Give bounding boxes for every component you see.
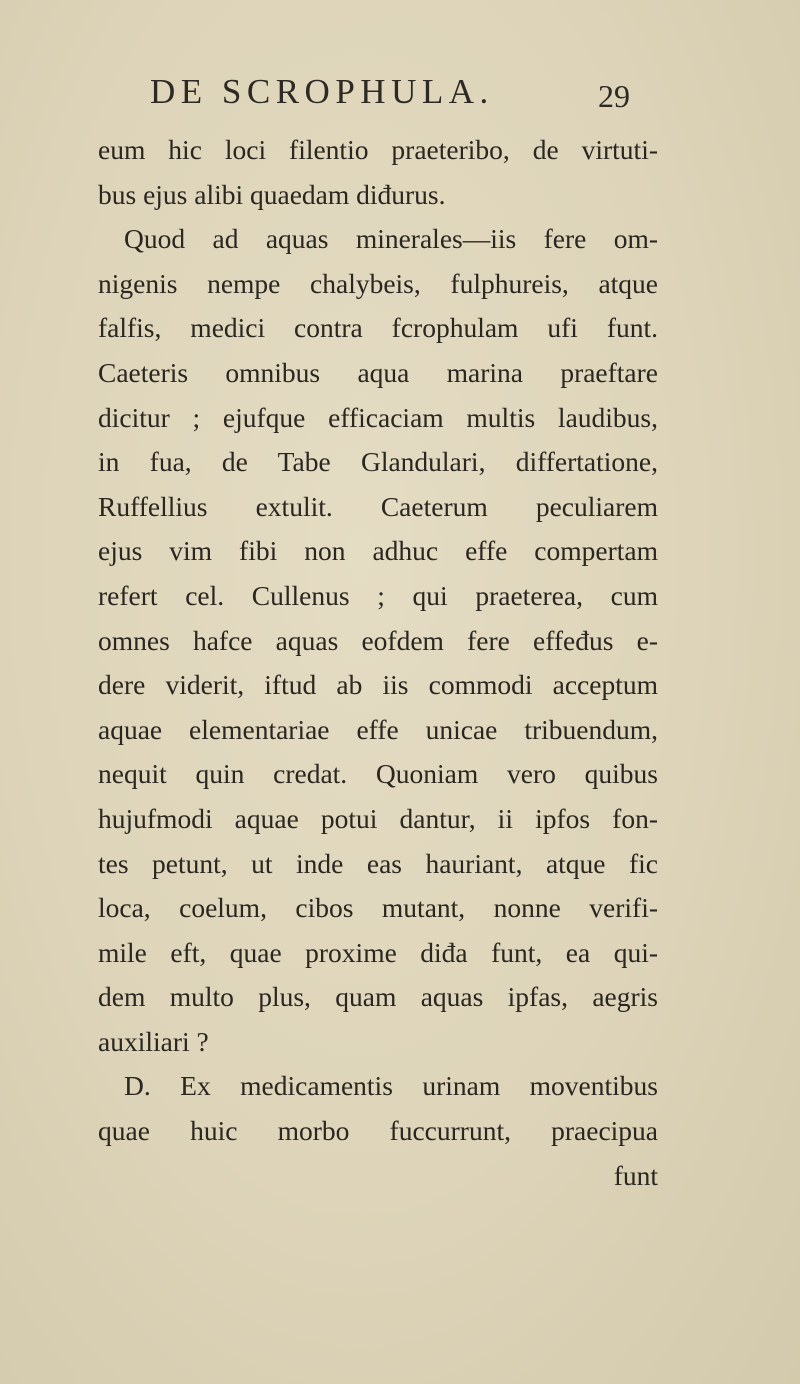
text-line: tes petunt, ut inde eas hauriant, atque fic: [98, 847, 658, 879]
text-line: in fua, de Tabe Glandulari, differtatione,: [98, 446, 658, 478]
text-line: nequit quin credat. Quoniam vero quibus: [98, 758, 658, 790]
text-line: refert cel. Cullenus ; qui praeterea, cum: [98, 579, 658, 611]
text-line: auxiliari ?: [98, 1025, 209, 1057]
text-line: Caeteris omnibus aqua marina praeftare: [98, 356, 658, 388]
text-line: Ruffellius extulit. Caeterum peculiarem: [98, 490, 658, 522]
body-text: [98, 128, 658, 1198]
text-line: dere viderit, iftud ab iis commodi acceptum: [98, 669, 658, 701]
text-line: aquae elementariae effe unicae tribuendum,: [98, 713, 658, 745]
running-title: DE SCROPHULA.: [150, 72, 494, 111]
text-line: eum hic loci filentio praeteribo, de virtuti-: [98, 134, 658, 165]
text-line: hujufmodi aquae potui dantur, ii ipfos fon-: [98, 802, 658, 834]
text-line: Quod ad aquas minerales—iis fere om-: [124, 223, 658, 255]
text-line: dicitur ; ejufque efficaciam multis laudibus,: [98, 401, 658, 433]
page-number: 29: [598, 78, 630, 114]
text-line: nigenis nempe chalybeis, fulphureis, atque: [98, 267, 658, 299]
text-line: falfis, medici contra fcrophulam ufi funt.: [98, 312, 658, 344]
text-line: mile eft, quae proxime diđa funt, ea qui-: [98, 936, 658, 968]
text-line: loca, coelum, cibos mutant, nonne verifi-: [98, 892, 658, 924]
text-line: dem multo plus, quam aquas ipfas, aegris: [98, 981, 658, 1013]
text-line: omnes hafce aquas eofdem fere effeđus e-: [98, 624, 658, 656]
running-header: [150, 72, 630, 122]
text-line: ejus vim fibi non adhuc effe compertam: [98, 535, 658, 567]
text-line: bus ejus alibi quaedam diđurus.: [98, 178, 446, 210]
catchword: funt: [613, 1159, 658, 1191]
text-line: quae huic morbo fuccurrunt, praecipua: [98, 1115, 658, 1147]
text-line: D. Ex medicamentis urinam moventibus: [124, 1070, 658, 1102]
